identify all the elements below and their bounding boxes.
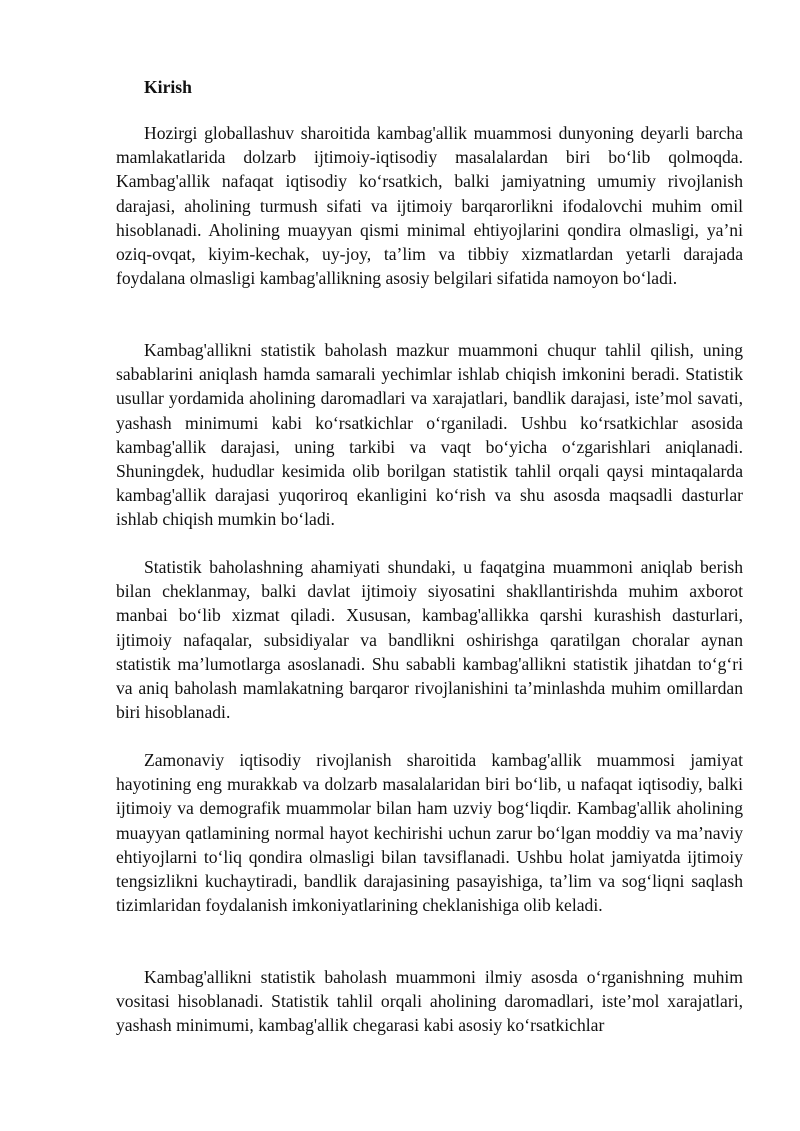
paragraph-1: Hozirgi globallashuv sharoitida kambag'allik muammosi dunyoning deyarli barcha mamlakatlarida dolzarb ijtimoiy-iqtisodiy masalalardan biri bo‘lib qolmoqda. Kambag'allik nafaqat iqtisodiy ko‘rsatkich, balki jamiyatning umumiy rivojlanish darajasi, aholining turmush sifati va ijtimoiy barqarorlikni ifodalovchi muhim omil hisoblanadi. Aholining muayyan qismi minimal ehtiyojlarini qondira olmasligi, ya’ni oziq-ovqat, kiyim-kechak, uy-joy, ta’lim va tibbiy xizmatlardan yetarli darajada foydalana olmasligi kambag'allikning asosiy belgilari sifatida namoyon bo‘ladi.: [116, 123, 743, 289]
section-heading: Kirish: [144, 77, 192, 97]
paragraph-5: Kambag'allikni statistik baholash muammoni ilmiy asosda o‘rganishning muhim vositasi hisoblanadi. Statistik tahlil orqali aholining daromadlari, iste’mol xarajatlari, yashash minimumi, kambag'allik chegarasi kabi asosiy ko‘rsatkichlar: [116, 967, 743, 1036]
paragraph-3: Statistik baholashning ahamiyati shundaki, u faqatgina muammoni aniqlab berish bilan cheklanmay, balki davlat ijtimoiy siyosatini shakllantirishda muhim axborot manbai bo‘lib xizmat qiladi. Xususan, kambag'allikka qarshi kurashish dasturlari, ijtimoiy nafaqalar, subsidiyalar va bandlikni oshirishga qaratilgan choralar aynan statistik ma’lumotlarga asoslanadi. Shu sababli kambag'allikni statistik jihatdan to‘g‘ri va aniq baholash mamlakatning barqaror rivojlanishini ta’minlashda muhim omillardan biri hisoblanadi.: [116, 557, 743, 723]
paragraph-4: Zamonaviy iqtisodiy rivojlanish sharoitida kambag'allik muammosi jamiyat hayotining eng murakkab va dolzarb masalalaridan biri bo‘lib, u nafaqat iqtisodiy, balki ijtimoiy va demografik muammolar bilan ham uzviy bog‘liqdir. Kambag'allik aholining muayyan qatlamining normal hayot kechirishi uchun zarur bo‘lgan moddiy va ma’naviy ehtiyojlarni to‘liq qondira olmasligi bilan tavsiflanadi. Ushbu holat jamiyatda ijtimoiy tengsizlikni kuchaytiradi, bandlik darajasining pasayishiga, ta’lim va sog‘liqni saqlash tizimlaridan foydalanish imkoniyatlarining cheklanishiga olib keladi.: [116, 750, 743, 916]
document-page: [116, 0, 743, 1131]
paragraph-2: Kambag'allikni statistik baholash mazkur muammoni chuqur tahlil qilish, uning sabablarini aniqlash hamda samarali yechimlar ishlab chiqish imkonini beradi. Statistik usullar yordamida aholining daromadlari va xarajatlari, bandlik darajasi, iste’mol savati, yashash minimumi kabi ko‘rsatkichlar o‘rganiladi. Ushbu ko‘rsatkichlar asosida kambag'allik darajasi, uning tarkibi va vaqt bo‘yicha o‘zgarishlari aniqlanadi. Shuningdek, hududlar kesimida olib borilgan statistik tahlil orqali qaysi mintaqalarda kambag'allik darajasi yuqoriroq ekanligini ko‘rish va shu asosda maqsadli dasturlar ishlab chiqish mumkin bo‘ladi.: [116, 340, 743, 530]
